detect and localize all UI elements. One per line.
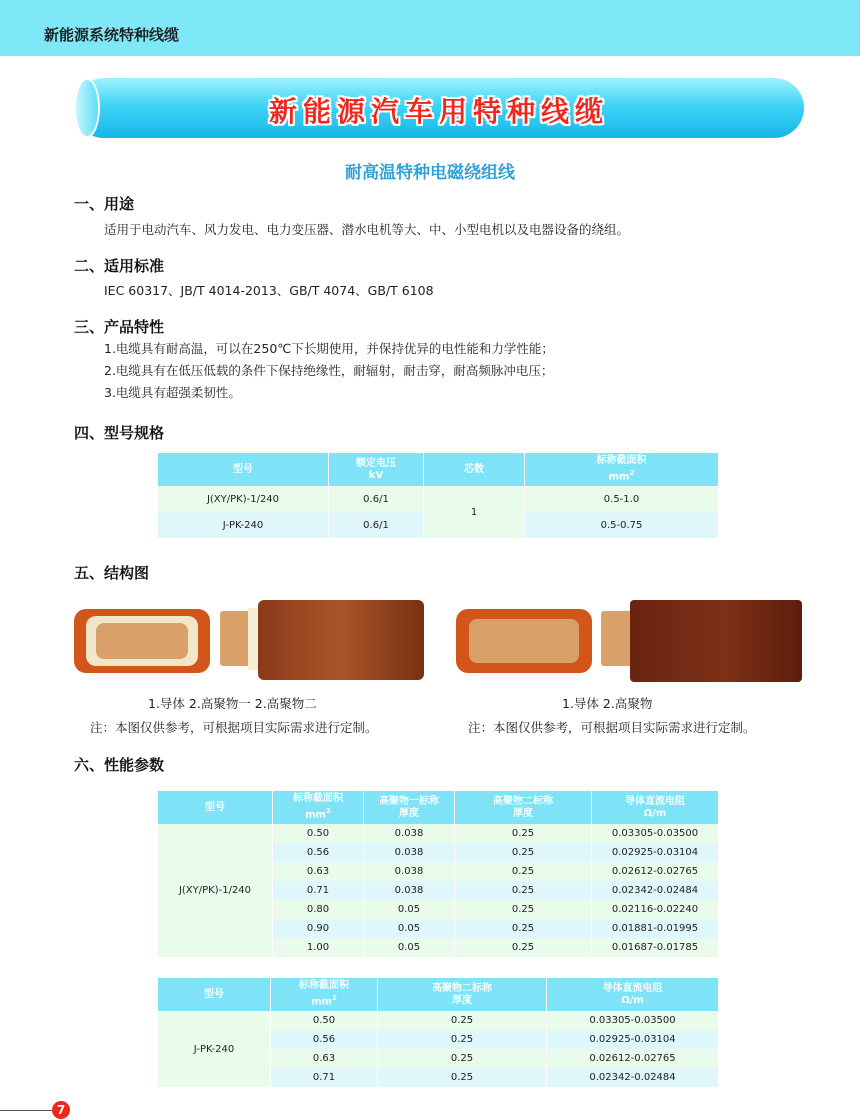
cell-thickness-2: 0.25 bbox=[378, 1030, 547, 1049]
cell-area: 0.80 bbox=[273, 900, 364, 919]
cell-area: 0.50 bbox=[271, 1011, 378, 1030]
cell-resistance: 0.02342-0.02484 bbox=[547, 1068, 719, 1087]
cell-thickness-2: 0.25 bbox=[455, 862, 592, 881]
model-spec-table bbox=[158, 453, 718, 538]
cell-thickness-2: 0.25 bbox=[455, 919, 592, 938]
col-header-cores: 芯数 bbox=[424, 453, 525, 486]
polymer-layer-two bbox=[258, 600, 424, 680]
performance-table-1 bbox=[158, 791, 718, 957]
table-header-row bbox=[158, 978, 718, 1011]
cell-thickness-2: 0.25 bbox=[378, 1049, 547, 1068]
cell-resistance: 0.02116-0.02240 bbox=[592, 900, 719, 919]
page-number-rule bbox=[0, 1110, 52, 1111]
col-header-model: 型号 bbox=[158, 978, 271, 1011]
performance-heading: 六、性能参数 bbox=[74, 756, 165, 774]
table-row bbox=[158, 1011, 718, 1030]
cell-thickness-2: 0.25 bbox=[378, 1011, 547, 1030]
page-title: 新能源汽车用特种线缆 bbox=[268, 95, 609, 128]
structure-left-caption: 1.导体 2.高聚物一 2.高聚物二 bbox=[148, 696, 317, 711]
cell-thickness-1: 0.038 bbox=[364, 824, 455, 843]
structure-diagram-left bbox=[60, 596, 435, 686]
table-row bbox=[158, 824, 718, 843]
top-header-bar bbox=[0, 0, 860, 56]
cell-area: 0.71 bbox=[273, 881, 364, 900]
feature-item: 2.电缆具有在低压低载的条件下保持绝缘性，耐辐射，耐击穿，耐高频脉冲电压； bbox=[104, 363, 554, 378]
cell-model: J-PK-240 bbox=[158, 512, 329, 538]
cell-resistance: 0.02612-0.02765 bbox=[592, 862, 719, 881]
cell-model: J(XY/PK)-1/240 bbox=[158, 486, 329, 512]
cell-thickness-1: 0.05 bbox=[364, 900, 455, 919]
cell-thickness-2: 0.25 bbox=[455, 900, 592, 919]
cell-thickness-2: 0.25 bbox=[378, 1068, 547, 1087]
col-header-resistance: 导体直流电阻 Ω/m bbox=[592, 791, 719, 824]
cell-thickness-1: 0.038 bbox=[364, 881, 455, 900]
cell-resistance: 0.02925-0.03104 bbox=[592, 843, 719, 862]
cell-area: 1.00 bbox=[273, 938, 364, 957]
table-header-row bbox=[158, 791, 718, 824]
structure-left-note: 注：本图仅供参考，可根据项目实际需求进行定制。 bbox=[90, 720, 378, 735]
col-header-area: 标称截面积 $mm^2$ bbox=[271, 978, 378, 1011]
standards-heading: 二、适用标准 bbox=[74, 257, 165, 275]
cell-cores: 1 bbox=[424, 486, 525, 538]
col-header-thickness-2: 高聚物二标称 厚度 bbox=[455, 791, 592, 824]
table-row bbox=[158, 486, 718, 512]
cell-resistance: 0.02342-0.02484 bbox=[592, 881, 719, 900]
table-header-row bbox=[158, 453, 718, 486]
col-header-thickness-2: 高聚物二标称 厚度 bbox=[378, 978, 547, 1011]
cell-area: 0.63 bbox=[273, 862, 364, 881]
cell-area: 0.56 bbox=[271, 1030, 378, 1049]
col-header-resistance: 导体直流电阻 Ω/m bbox=[547, 978, 719, 1011]
cell-voltage: 0.6/1 bbox=[329, 486, 424, 512]
cell-model: J-PK-240 bbox=[158, 1011, 271, 1087]
cell-thickness-2: 0.25 bbox=[455, 938, 592, 957]
col-header-voltage: 额定电压 kV bbox=[329, 453, 424, 486]
models-heading: 四、型号规格 bbox=[74, 424, 165, 442]
cell-area: 0.71 bbox=[271, 1068, 378, 1087]
cell-thickness-2: 0.25 bbox=[455, 843, 592, 862]
cell-thickness-1: 0.05 bbox=[364, 919, 455, 938]
structure-heading: 五、结构图 bbox=[74, 564, 150, 582]
cell-resistance: 0.03305-0.03500 bbox=[592, 824, 719, 843]
cell-resistance: 0.01881-0.01995 bbox=[592, 919, 719, 938]
cell-area: 0.5-1.0 bbox=[525, 486, 719, 512]
structure-right-caption: 1.导体 2.高聚物 bbox=[562, 696, 653, 711]
usage-heading: 一、用途 bbox=[74, 195, 135, 213]
conductor-cross-section bbox=[469, 619, 579, 663]
col-header-model: 型号 bbox=[158, 453, 329, 486]
cell-resistance: 0.02925-0.03104 bbox=[547, 1030, 719, 1049]
cell-model: J(XY/PK)-1/240 bbox=[158, 824, 273, 957]
cell-voltage: 0.6/1 bbox=[329, 512, 424, 538]
col-header-model: 型号 bbox=[158, 791, 273, 824]
cell-thickness-2: 0.25 bbox=[455, 881, 592, 900]
page-number: 7 bbox=[52, 1101, 70, 1119]
cell-thickness-2: 0.25 bbox=[455, 824, 592, 843]
cell-area: 0.50 bbox=[273, 824, 364, 843]
cell-thickness-1: 0.038 bbox=[364, 862, 455, 881]
polymer-layer bbox=[630, 600, 802, 682]
performance-table-2 bbox=[158, 978, 718, 1087]
cell-resistance: 0.02612-0.02765 bbox=[547, 1049, 719, 1068]
title-banner bbox=[74, 78, 804, 138]
standards-text: IEC 60317、JB/T 4014-2013、GB/T 4074、GB/T 6108 bbox=[104, 283, 434, 298]
cell-area: 0.5-0.75 bbox=[525, 512, 719, 538]
cell-area: 0.56 bbox=[273, 843, 364, 862]
cell-resistance: 0.01687-0.01785 bbox=[592, 938, 719, 957]
cell-area: 0.90 bbox=[273, 919, 364, 938]
product-subtitle: 耐高温特种电磁绕组线 bbox=[345, 163, 515, 183]
feature-item: 3.电缆具有超强柔韧性。 bbox=[104, 385, 241, 400]
structure-right-note: 注：本图仅供参考，可根据项目实际需求进行定制。 bbox=[468, 720, 756, 735]
col-header-thickness-1: 高聚物一标称 厚度 bbox=[364, 791, 455, 824]
cell-area: 0.63 bbox=[271, 1049, 378, 1068]
header-category: 新能源系统特种线缆 bbox=[44, 26, 180, 44]
cell-resistance: 0.03305-0.03500 bbox=[547, 1011, 719, 1030]
conductor-cross-section bbox=[96, 623, 188, 659]
feature-item: 1.电缆具有耐高温，可以在250℃下长期使用，并保持优异的电性能和力学性能； bbox=[104, 341, 554, 356]
structure-diagram-right bbox=[445, 596, 815, 686]
col-header-area: 标称截面积 $mm^2$ bbox=[525, 453, 719, 486]
col-header-area: 标称截面积 $mm^2$ bbox=[273, 791, 364, 824]
usage-text: 适用于电动汽车、风力发电、电力变压器、潜水电机等大、中、小型电机以及电器设备的绕组。 bbox=[104, 222, 630, 237]
cell-thickness-1: 0.038 bbox=[364, 843, 455, 862]
features-heading: 三、产品特性 bbox=[74, 318, 165, 336]
cell-thickness-1: 0.05 bbox=[364, 938, 455, 957]
